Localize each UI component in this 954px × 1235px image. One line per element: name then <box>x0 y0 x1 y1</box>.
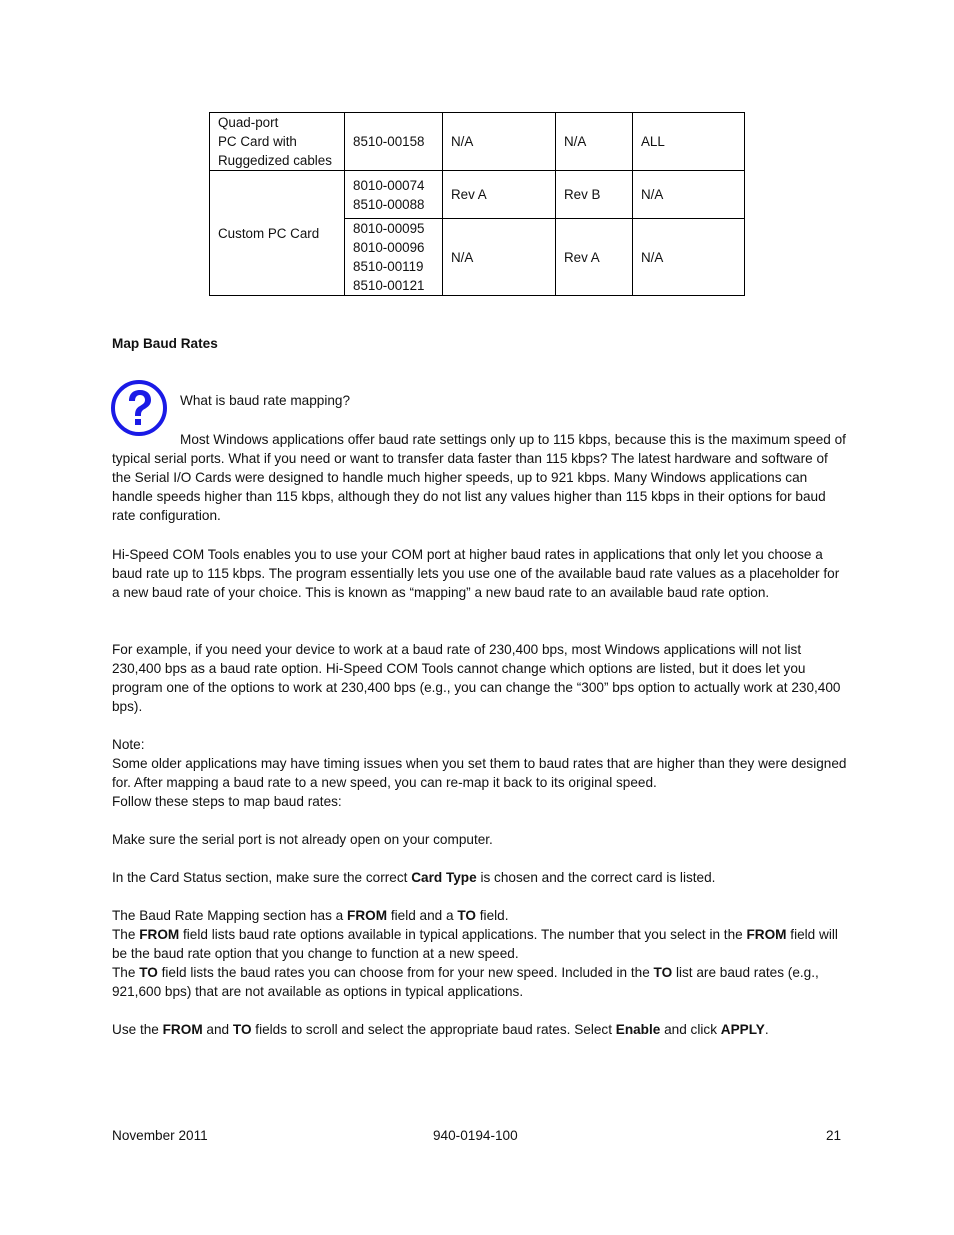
question-text: What is baud rate mapping? <box>180 393 351 408</box>
table-cell: N/A <box>556 113 633 171</box>
card-revision-table <box>209 112 745 296</box>
table-row <box>210 171 745 219</box>
paragraph-text: Most Windows applications offer baud rate settings only up to 115 kbps, because this is the maximum speed of typical serial ports. What if you need or want to transfer data faster than 115 kbps? The latest hardware and software of the Serial I/O Cards were designed to handle much higher speeds, up to 921 kbps. Many Windows applications can handle speeds higher than 115 kbps, although they do not list any values higher than 115 kbps in their options for baud rate configuration. <box>112 432 846 523</box>
step-4 <box>112 1020 847 1039</box>
step-text: Make sure the serial port is not already open on your computer. <box>112 832 493 847</box>
table-row <box>210 113 745 171</box>
step-text: Use the FROM and TO fields to scroll and select the appropriate baud rates. Select Enable and click APPLY. <box>112 1022 769 1037</box>
table-cell: Rev A <box>443 171 556 219</box>
table-cell: N/A <box>633 171 745 219</box>
footer-page-number: 21 <box>826 1128 842 1143</box>
step-text: In the Card Status section, make sure the correct Card Type is chosen and the correct card is listed. <box>112 870 716 885</box>
table-cell: ALL <box>633 113 745 171</box>
step-text: The Baud Rate Mapping section has a FROM field and a TO field. <box>112 908 509 923</box>
table-cell: N/A <box>443 219 556 296</box>
table-cell: N/A <box>443 113 556 171</box>
steps-intro: Follow these steps to map baud rates: <box>112 794 342 809</box>
step-2 <box>112 868 847 887</box>
paragraph <box>112 640 847 716</box>
step-1 <box>112 830 847 849</box>
footer-doc-number: 940-0194-100 <box>433 1128 518 1143</box>
table-cell-product: Quad-port PC Card with Ruggedized cables <box>210 113 345 171</box>
section-heading: Map Baud Rates <box>112 336 218 351</box>
table-cell-part: 8510-00158 <box>345 113 443 171</box>
question-mark-icon <box>110 379 168 437</box>
footer-date: November 2011 <box>112 1128 208 1143</box>
table-cell-product: Custom PC Card <box>210 171 345 296</box>
paragraph-text: For example, if you need your device to work at a baud rate of 230,400 bps, most Windows applications will not list 230,400 bps as a baud rate option. Hi-Speed COM Tools cannot change which options are listed, but it does let you program one of the options to work at 230,400 bps (e.g., you can change the “300” bps option to actually work at 230,400 bps). <box>112 642 841 714</box>
step-text: The TO field lists the baud rates you can choose from for your new speed. Included in the TO list are baud rates (e.g., 921,600 bps) that are not available as options in typical applications. <box>112 965 819 999</box>
note-label: Note: <box>112 737 145 752</box>
table-cell-part: 8010-00095 8010-00096 8510-00119 8510-00121 <box>345 219 443 296</box>
paragraph <box>112 430 847 525</box>
table-cell: N/A <box>633 219 745 296</box>
paragraph <box>112 545 847 602</box>
note-block <box>112 735 847 811</box>
table-cell: Rev A <box>556 219 633 296</box>
step-3 <box>112 906 847 1001</box>
step-text: The FROM field lists baud rate options available in typical applications. The number that you select in the FROM field will be the baud rate option that you change to function at a new speed. <box>112 927 838 961</box>
note-text: Some older applications may have timing issues when you set them to baud rates that are higher than they were designed for. After mapping a baud rate to a new speed, you can re-map it back to its original speed. <box>112 756 847 790</box>
table-cell: Rev B <box>556 171 633 219</box>
paragraph-text: Hi-Speed COM Tools enables you to use your COM port at higher baud rates in applications that only let you choose a baud rate up to 115 kbps. The program essentially lets you use one of the available baud rate values as a placeholder for a new baud rate of your choice. This is known as “mapping” a new baud rate to an available baud rate option. <box>112 547 840 600</box>
table-cell-part: 8010-00074 8510-00088 <box>345 171 443 219</box>
